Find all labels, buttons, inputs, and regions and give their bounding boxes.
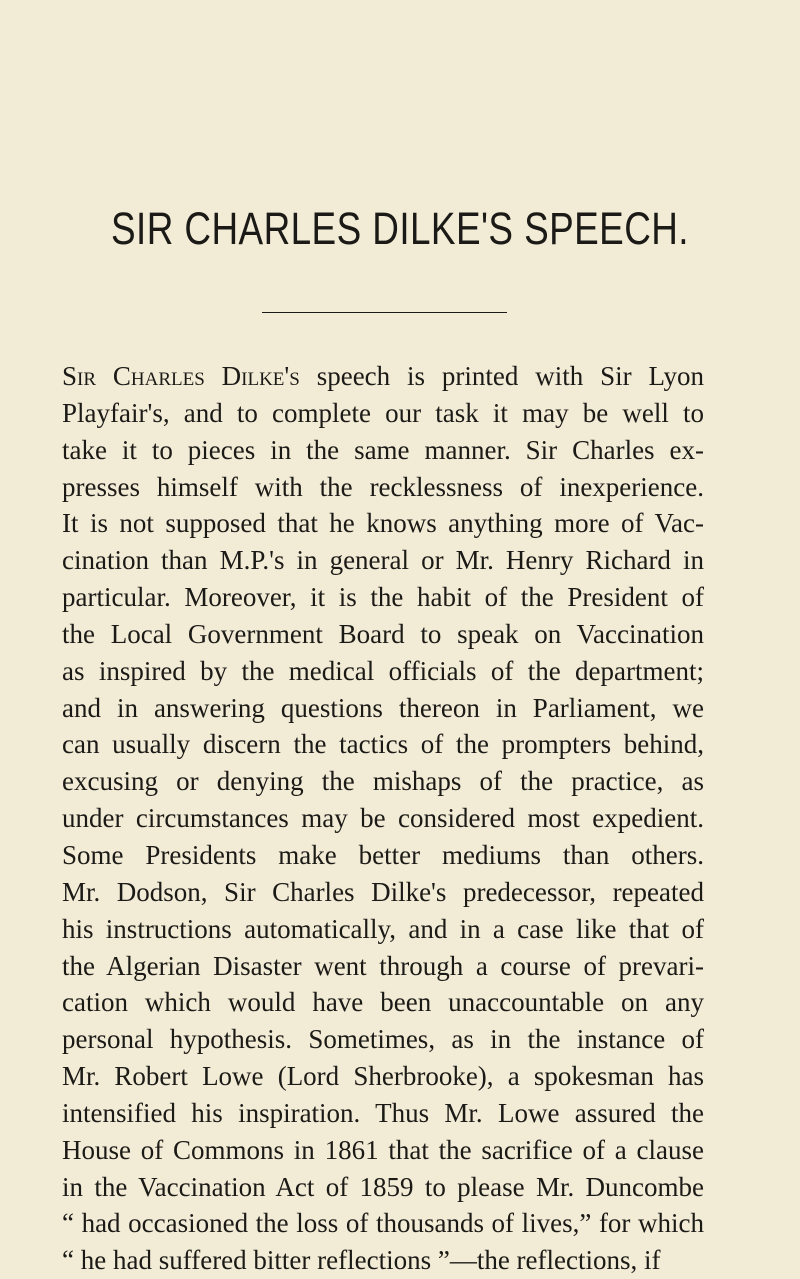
text-line — [62, 358, 704, 395]
text-line: the Local Government Board to speak on Vaccination — [62, 618, 704, 649]
text-line: Mr. Dodson, Sir Charles Dilke's predecessor, repeated — [62, 876, 704, 907]
text-line: intensified his inspiration. Thus Mr. Lowe assured the — [62, 1097, 704, 1128]
text-line: as inspired by the medical officials of the department; — [62, 655, 704, 686]
text-line: cation which would have been unaccountable on any — [62, 987, 704, 1018]
text-line: Playfair's, and to complete our task it may be well to — [62, 397, 704, 428]
body-paragraph — [62, 358, 704, 1279]
text-line: take it to pieces in the same manner. Sir Charles ex- — [62, 434, 704, 465]
text-line: excusing or denying the mishaps of the practice, as — [62, 766, 704, 797]
page-title: SIR CHARLES DILKE'S SPEECH. — [111, 203, 689, 254]
text-line: Mr. Robert Lowe (Lord Sherbrooke), a spokesman has — [62, 1061, 704, 1092]
text-line-content: speech is printed with Sir Lyon — [299, 361, 704, 391]
text-line: particular. Moreover, it is the habit of the President of — [62, 582, 704, 613]
text-line: can usually discern the tactics of the prompters behind, — [62, 729, 704, 760]
text-line: House of Commons in 1861 that the sacrifice of a clause — [62, 1134, 704, 1165]
text-line: the Algerian Disaster went through a course of prevari- — [62, 950, 704, 981]
text-line: and in answering questions thereon in Parliament, we — [62, 692, 704, 723]
text-line: personal hypothesis. Sometimes, as in the instance of — [62, 1024, 704, 1055]
text-line: “ he had suffered bitter reflections ”—the reflections, if — [62, 1245, 661, 1276]
text-line: in the Vaccination Act of 1859 to please Mr. Duncombe — [62, 1171, 704, 1202]
text-line: Some Presidents make better mediums than others. — [62, 839, 704, 870]
title-rule — [262, 312, 507, 313]
opening-small-caps: Sir Charles Dilke's — [62, 361, 300, 391]
text-line: “ had occasioned the loss of thousands of lives,” for which — [62, 1208, 704, 1239]
text-line: his instructions automatically, and in a case like that of — [62, 913, 704, 944]
text-line: under circumstances may be considered most expedient. — [62, 803, 704, 834]
text-line: It is not supposed that he knows anything more of Vac- — [62, 508, 704, 539]
text-line: cination than M.P.'s in general or Mr. Henry Richard in — [62, 545, 704, 576]
text-line: presses himself with the recklessness of inexperience. — [62, 471, 704, 502]
